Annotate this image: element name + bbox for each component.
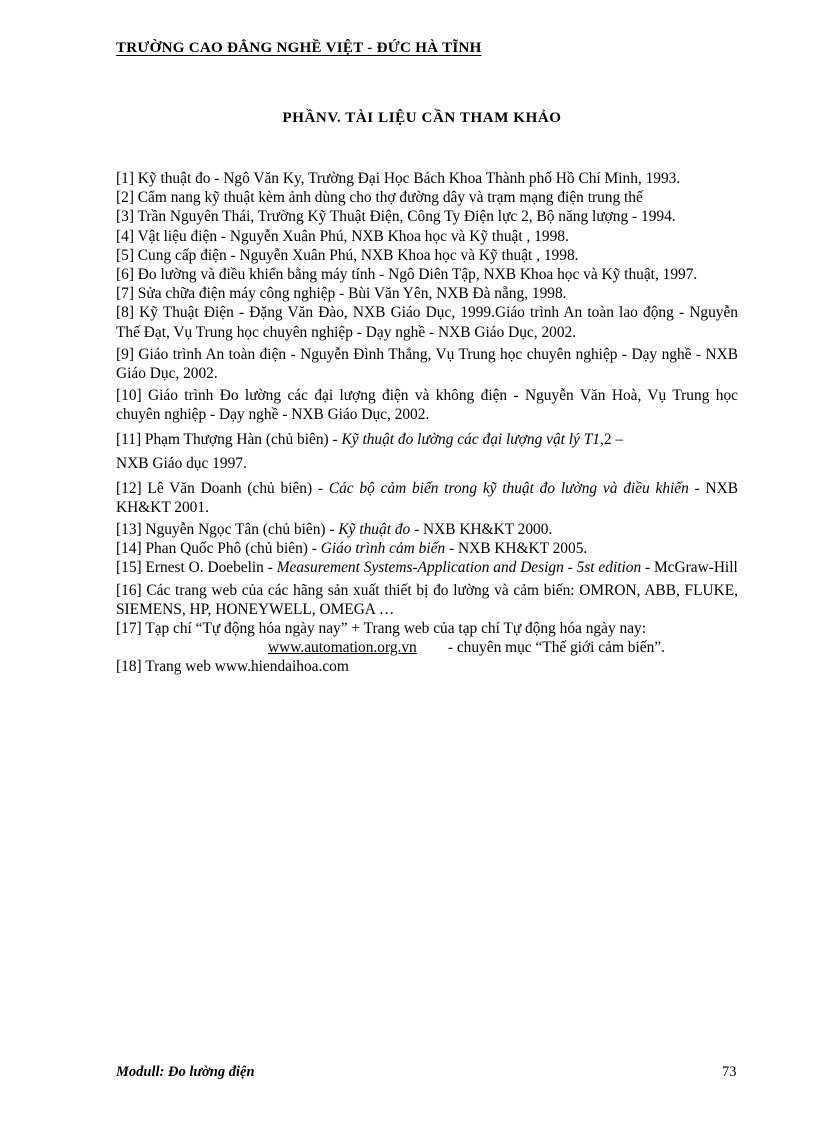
footer-module: Modull: Đo lường điện xyxy=(116,1064,255,1080)
reference-16: [16] Các trang web của các hãng sản xuất thiết bị đo lường và cảm biến: OMRON, ABB, FLUKE, SIEMENS, HP, HONEYWELL, OMEGA … xyxy=(116,581,738,618)
reference-10: [10] Giáo trình Đo lường các đại lượng điện và không điện - Nguyễn Văn Hoà, Vụ Trung học chuyên nghiệp - Dạy nghề - NXB Giáo Dục, 2002. xyxy=(116,387,738,424)
reference-15-author: [15] Ernest O. Doebelin - xyxy=(116,559,277,577)
reference-7: [7] Sửa chữa điện máy công nghiệp - Bùi Văn Yên, NXB Đà nẵng, 1998. xyxy=(116,285,567,303)
reference-12-title: Các bộ cảm biến trong kỹ thuật đo lường và điều khiển xyxy=(328,479,689,497)
reference-11-author: [11] Phạm Thượng Hàn (chủ biên) - xyxy=(116,430,342,448)
school-header: TRƯỜNG CAO ĐẲNG NGHỀ VIỆT - ĐỨC HÀ TĨNH xyxy=(116,40,482,56)
page-number: 73 xyxy=(722,1064,737,1080)
reference-14 xyxy=(116,539,738,558)
reference-11-publisher: NXB Giáo dục 1997. xyxy=(116,454,247,472)
reference-13-publisher: - NXB KH&KT 2000. xyxy=(410,521,553,539)
reference-14-author: [14] Phan Quốc Phô (chủ biên) - xyxy=(116,540,321,558)
reference-9: [9] Giáo trình An toàn điện - Nguyễn Đình Thắng, Vụ Trung học chuyên nghiệp - Dạy nghề - NXB Giáo Dục, 2002. xyxy=(116,345,738,383)
reference-11-volume: 2 – xyxy=(603,430,624,448)
reference-17-text: [17] Tạp chí “Tự động hóa ngày nay” + Trang web của tạp chí Tự động hóa ngày nay: xyxy=(116,620,646,638)
reference-11-title: Kỹ thuật đo lường các đại lượng vật lý T1, xyxy=(341,430,604,448)
reference-1: [1] Kỹ thuật đo - Ngô Văn Ky, Trường Đại Học Bách Khoa Thành phố Hồ Chí Minh, 1993. xyxy=(116,170,681,187)
reference-5: [5] Cung cấp điện - Nguyễn Xuân Phú, NXB Khoa học và Kỹ thuật , 1998. xyxy=(116,246,579,264)
reference-12-author: [12] Lê Văn Doanh (chủ biên) - xyxy=(116,479,329,497)
reference-12 xyxy=(116,479,738,517)
reference-15-publisher: - McGraw-Hill xyxy=(641,559,738,577)
reference-12-publisher: - NXB KH&KT 2001. xyxy=(116,479,739,516)
reference-17-section: - chuyên mục “Thế giới cảm biến”. xyxy=(444,639,665,657)
reference-17 xyxy=(116,619,738,657)
reference-8: [8] Kỹ Thuật Điện - Đặng Văn Đào, NXB Giáo Dục, 1999.Giáo trình An toàn lao động - Nguyễn Thế Đạt, Vụ Trung học chuyên nghiệp - Dạy nghề - NXB Giáo Dục, 2002. xyxy=(116,304,738,341)
reference-14-title: Giáo trình cảm biến xyxy=(320,540,446,558)
reference-17-link-line xyxy=(116,638,738,657)
reference-13-author: [13] Nguyễn Ngọc Tân (chủ biên) - xyxy=(116,521,339,539)
section-title: PHẦNV. TÀI LIỆU CẦN THAM KHẢO xyxy=(282,110,562,126)
reference-3: [3] Trần Nguyên Thái, Trường Kỹ Thuật Điện, Công Ty Điện lực 2, Bộ năng lượng - 1994. xyxy=(116,208,676,226)
reference-14-publisher: - NXB KH&KT 2005. xyxy=(445,540,588,558)
reference-2: [2] Cẩm nang kỹ thuật kèm ảnh dùng cho thợ đường dây và trạm mạng điện trung thế xyxy=(116,189,643,207)
reference-18: [18] Trang web www.hiendaihoa.com xyxy=(116,658,349,676)
reference-13-title: Kỹ thuật đo xyxy=(338,521,411,539)
reference-15 xyxy=(116,558,738,577)
reference-13 xyxy=(116,520,738,539)
reference-11 xyxy=(116,428,738,476)
reference-4: [4] Vật liệu điện - Nguyễn Xuân Phú, NXB Khoa học và Kỹ thuật , 1998. xyxy=(116,227,569,245)
reference-15-title: Measurement Systems-Application and Design - 5st edition xyxy=(276,559,642,577)
reference-list xyxy=(116,169,738,677)
reference-6: [6] Đo lường và điều khiển bằng máy tính - Ngô Diên Tập, NXB Khoa học và Kỹ thuật, 1997. xyxy=(116,266,698,284)
automation-link[interactable]: www.automation.org.vn xyxy=(268,639,417,657)
